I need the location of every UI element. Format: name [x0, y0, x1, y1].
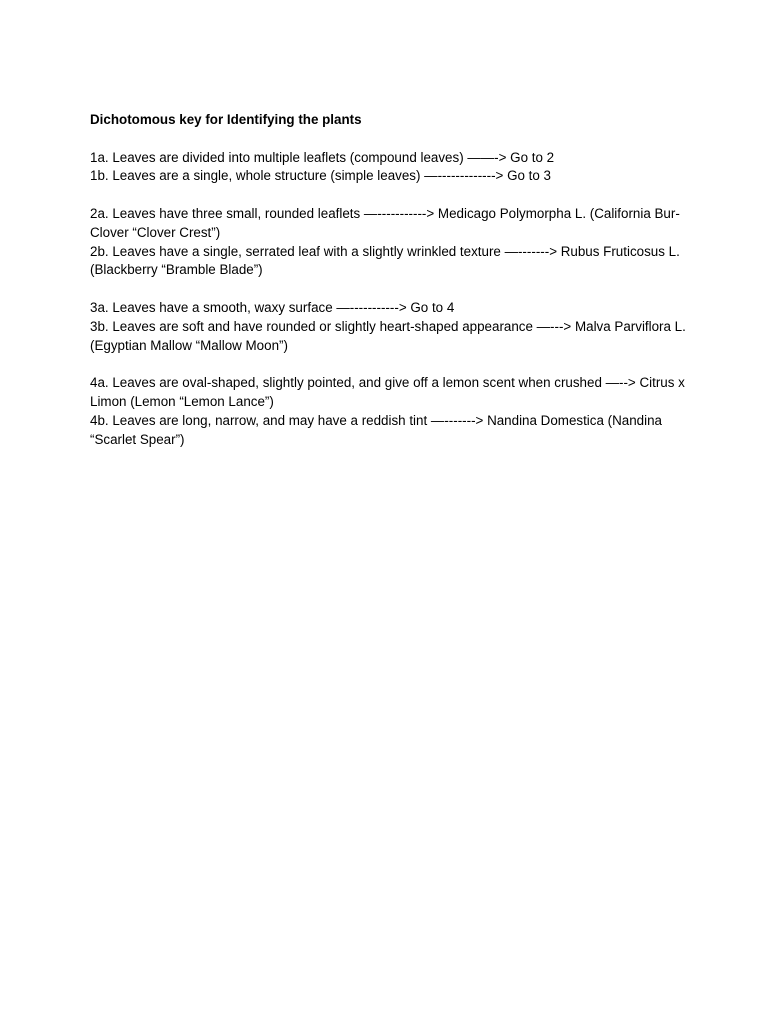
key-line-4a: 4a. Leaves are oval-shaped, slightly pointed, and give off a lemon scent when crushed —--> Citrus x Limon (Lemon “Lemon Lance”) [90, 375, 685, 409]
key-line-3b: 3b. Leaves are soft and have rounded or slightly heart-shaped appearance —---> Malva Parviflora L. (Egyptian Mallow “Mallow Moon”) [90, 318, 686, 353]
key-line-4b: 4b. Leaves are long, narrow, and may have a reddish tint —-------> Nandina Domestica (Nandina “Scarlet Spear”) [90, 412, 662, 447]
document-page [90, 111, 690, 468]
key-line-1a: 1a. Leaves are divided into multiple leaflets (compound leaves) ——-> Go to 2 [90, 149, 555, 165]
key-line-2a: 2a. Leaves have three small, rounded leaflets —-----------> Medicago Polymorpha L. (California Bur-Clover “Clover Crest”) [90, 205, 680, 240]
document-title: Dichotomous key for Identifying the plants [90, 112, 362, 127]
key-line-3a: 3a. Leaves have a smooth, waxy surface —-----------> Go to 4 [90, 299, 455, 315]
key-line-2b: 2b. Leaves have a single, serrated leaf with a slightly wrinkled texture —-------> Rubus Fruticosus L. (Blackberry “Bramble Blade”) [90, 243, 680, 278]
key-step-4 [90, 374, 690, 449]
key-line-1b: 1b. Leaves are a single, whole structure (simple leaves) —-------------> Go to 3 [90, 168, 552, 184]
key-step-2 [90, 205, 690, 280]
key-step-3 [90, 299, 690, 355]
key-step-1 [90, 149, 690, 187]
